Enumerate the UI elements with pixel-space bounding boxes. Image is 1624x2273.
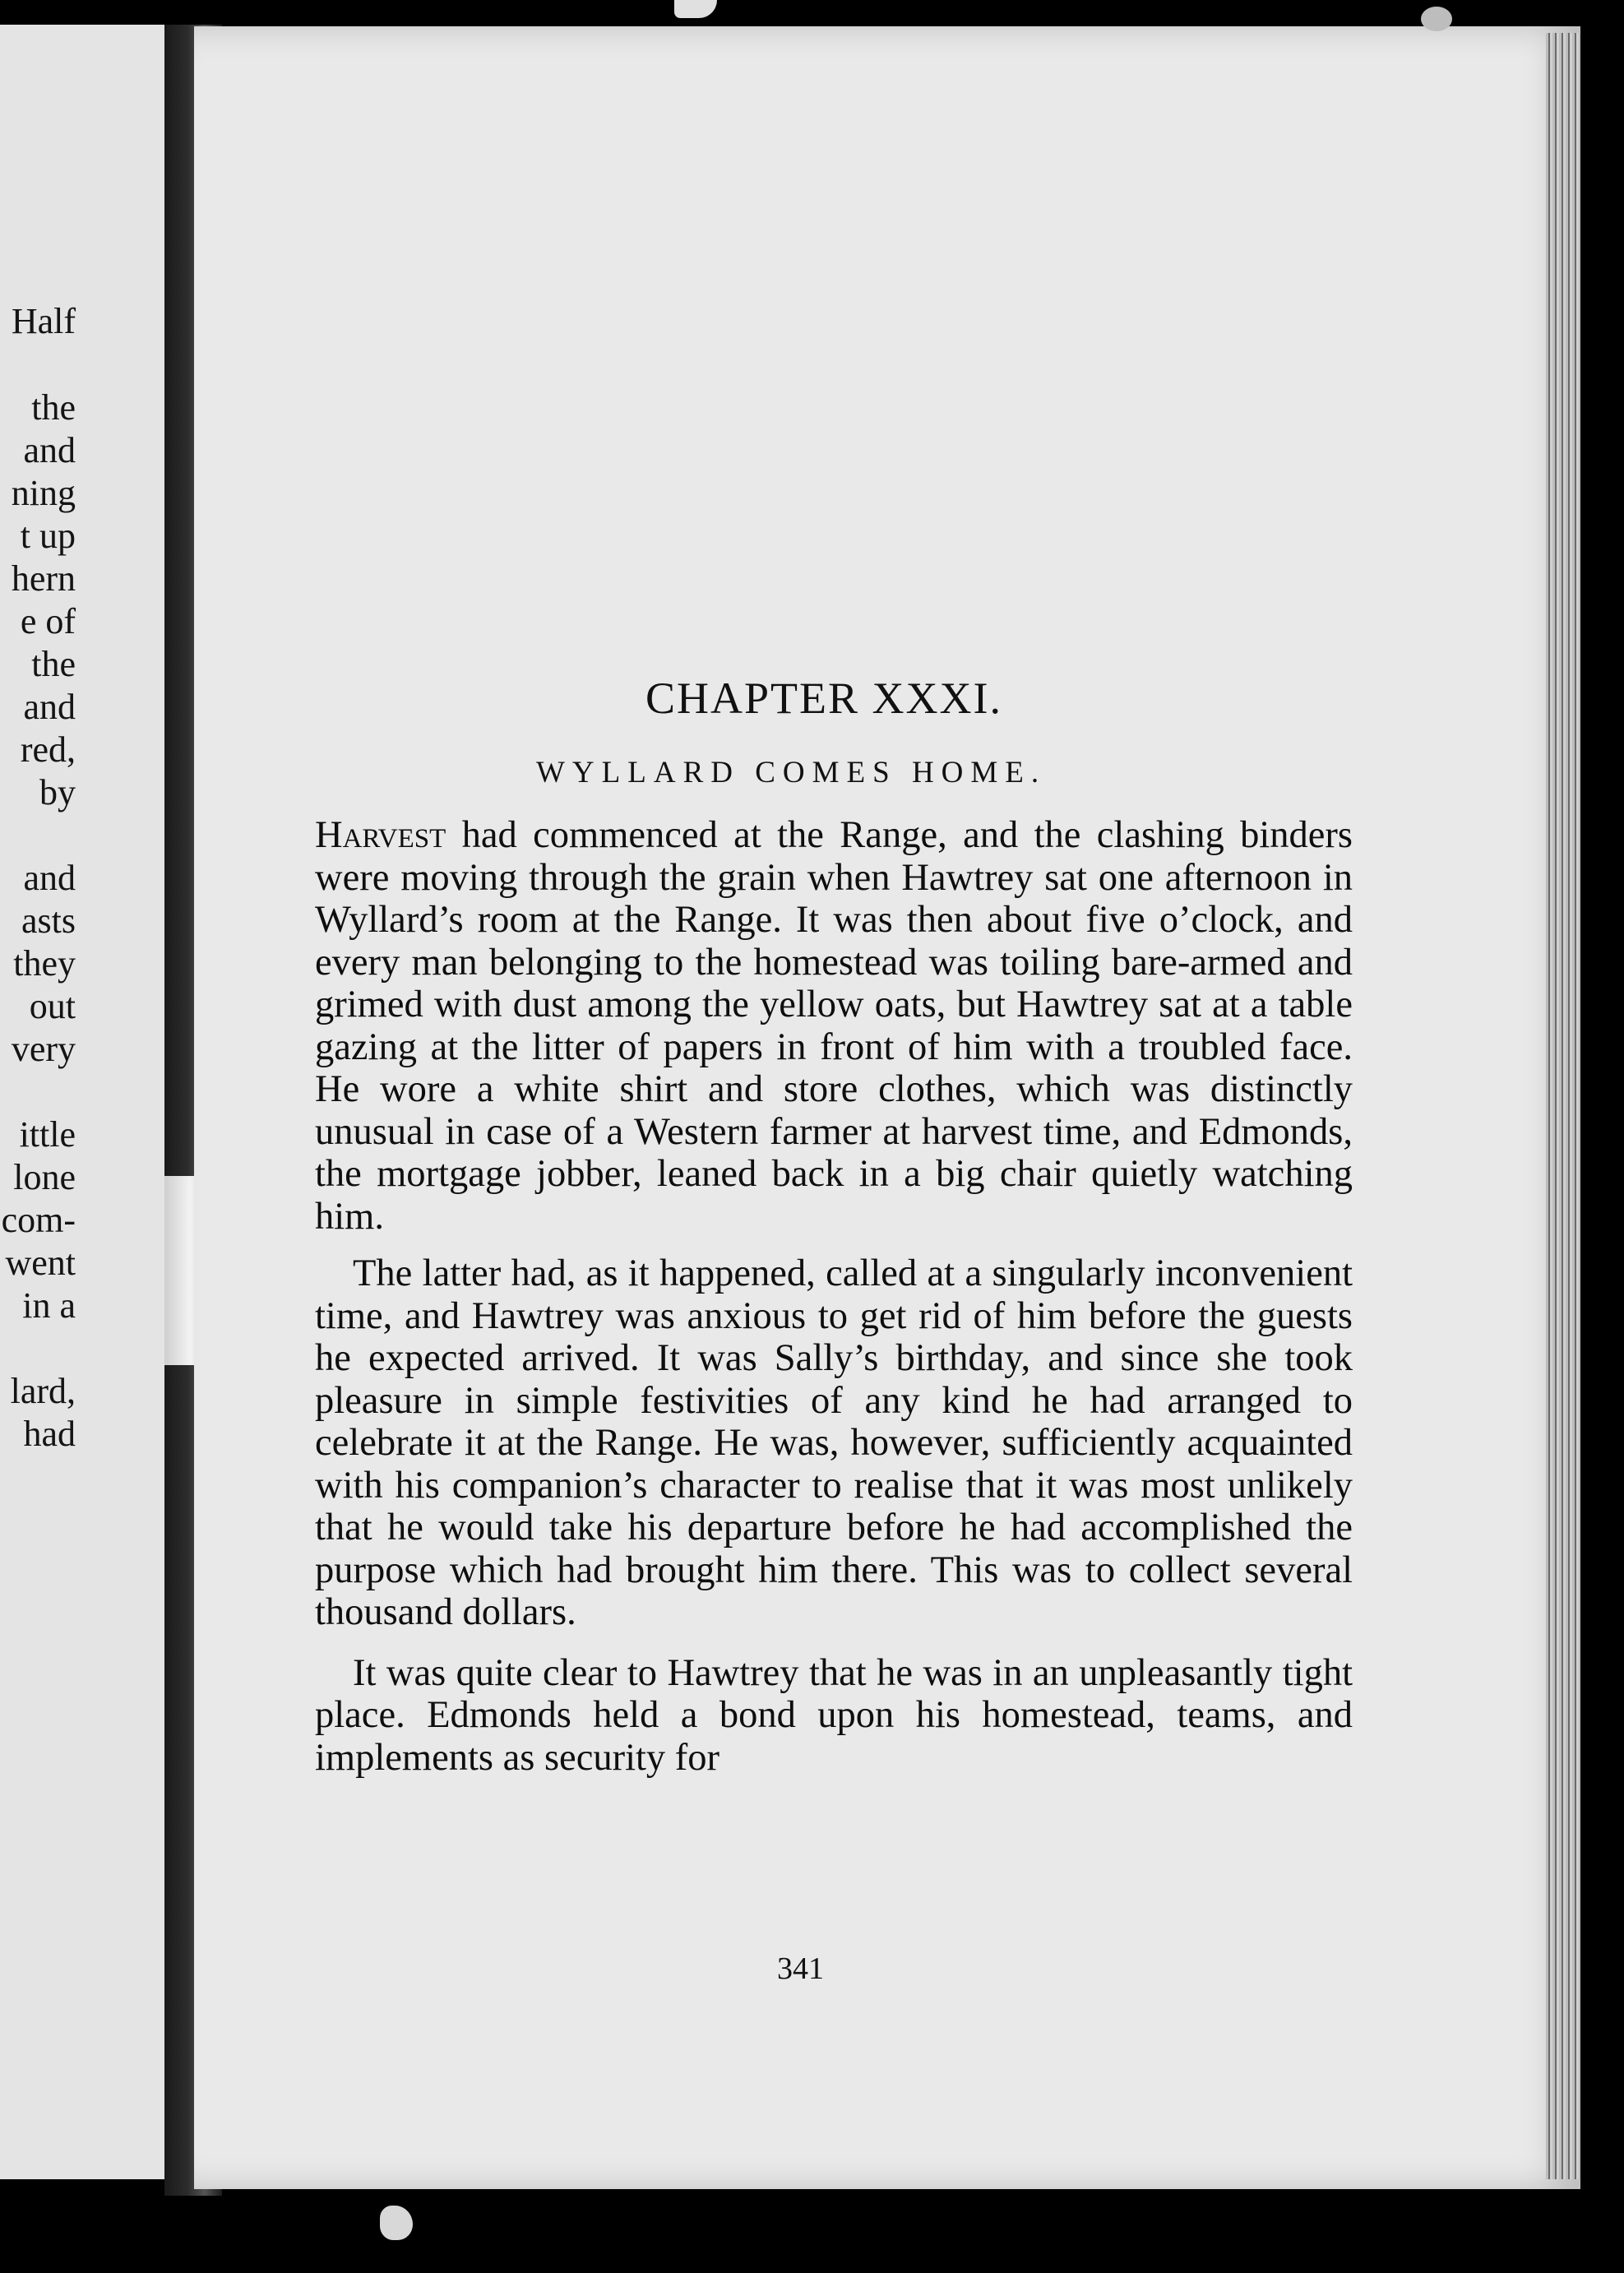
left-line: ning <box>11 473 76 513</box>
left-line: t up <box>20 516 76 556</box>
left-line: and <box>23 687 76 727</box>
left-line: com- <box>1 1200 76 1240</box>
left-line: by <box>39 772 76 812</box>
left-page <box>0 25 169 2179</box>
left-line: very <box>11 1029 76 1069</box>
chapter-subtitle: WYLLARD COMES HOME. <box>536 756 1047 789</box>
paragraph: It was quite clear to Hawtrey that he was in an unpleasantly tight place. Edmonds held a bond upon his homestead, teams, and implements as security for <box>315 1651 1353 1779</box>
scan-blot <box>674 0 717 18</box>
left-line: had <box>23 1414 76 1454</box>
paragraph: The latter had, as it happened, called at a singularly inconvenient time, and Hawtrey was anxious to get rid of him before the guests he expected arrived. It was Sally’s birthday, and since she took pleasure in simple festivities of any kind he had arranged to celebrate it at the Range. He was, however, sufficiently acquainted with his companion’s character to realise that it was most unlikely that he would take his departure before he had accomplished the purpose which had brought him there. This was to collect several thousand dollars. <box>315 1252 1353 1633</box>
left-line: ittle <box>19 1114 76 1155</box>
left-line: out <box>29 986 76 1026</box>
left-line: the <box>31 387 76 428</box>
lead-word: Harvest <box>315 814 446 856</box>
paragraph-text: had commenced at the Range, and the clashing binders were moving through the grain when Hawtrey sat one afternoon in Wyllard’s room at the Range. It was then about five o’clock, and every man belonging to the homestead was toiling bare-armed and grimed with dust among the yellow oats, but Hawtrey sat at a table gazing at the litter of papers in front of him with a troubled face. He wore a white shirt and store clothes, which was distinctly unusual in case of a Western farmer at harvest time, and Edmonds, the mortgage jobber, leaned back in a big chair quietly watching him. <box>315 814 1353 1238</box>
left-line: they <box>13 943 76 984</box>
left-line: red, <box>20 729 76 770</box>
left-line: and <box>23 858 76 898</box>
chapter-title: CHAPTER XXXI. <box>645 674 1003 723</box>
page-edge <box>1546 33 1580 2179</box>
left-line: Half <box>11 301 76 341</box>
scan-blot <box>380 2206 413 2240</box>
scan-blot <box>1421 7 1452 31</box>
left-line: hern <box>11 558 76 599</box>
left-line: e of <box>20 601 76 641</box>
left-line: and <box>23 430 76 470</box>
left-line: lard, <box>10 1371 76 1411</box>
left-line: lone <box>13 1157 76 1197</box>
left-line: the <box>31 644 76 684</box>
left-line: asts <box>21 900 76 941</box>
left-line: went <box>5 1243 76 1283</box>
page-number: 341 <box>777 1951 824 1986</box>
body-text <box>315 814 1353 1779</box>
paragraph <box>315 814 1353 1238</box>
left-line: in a <box>22 1285 76 1326</box>
